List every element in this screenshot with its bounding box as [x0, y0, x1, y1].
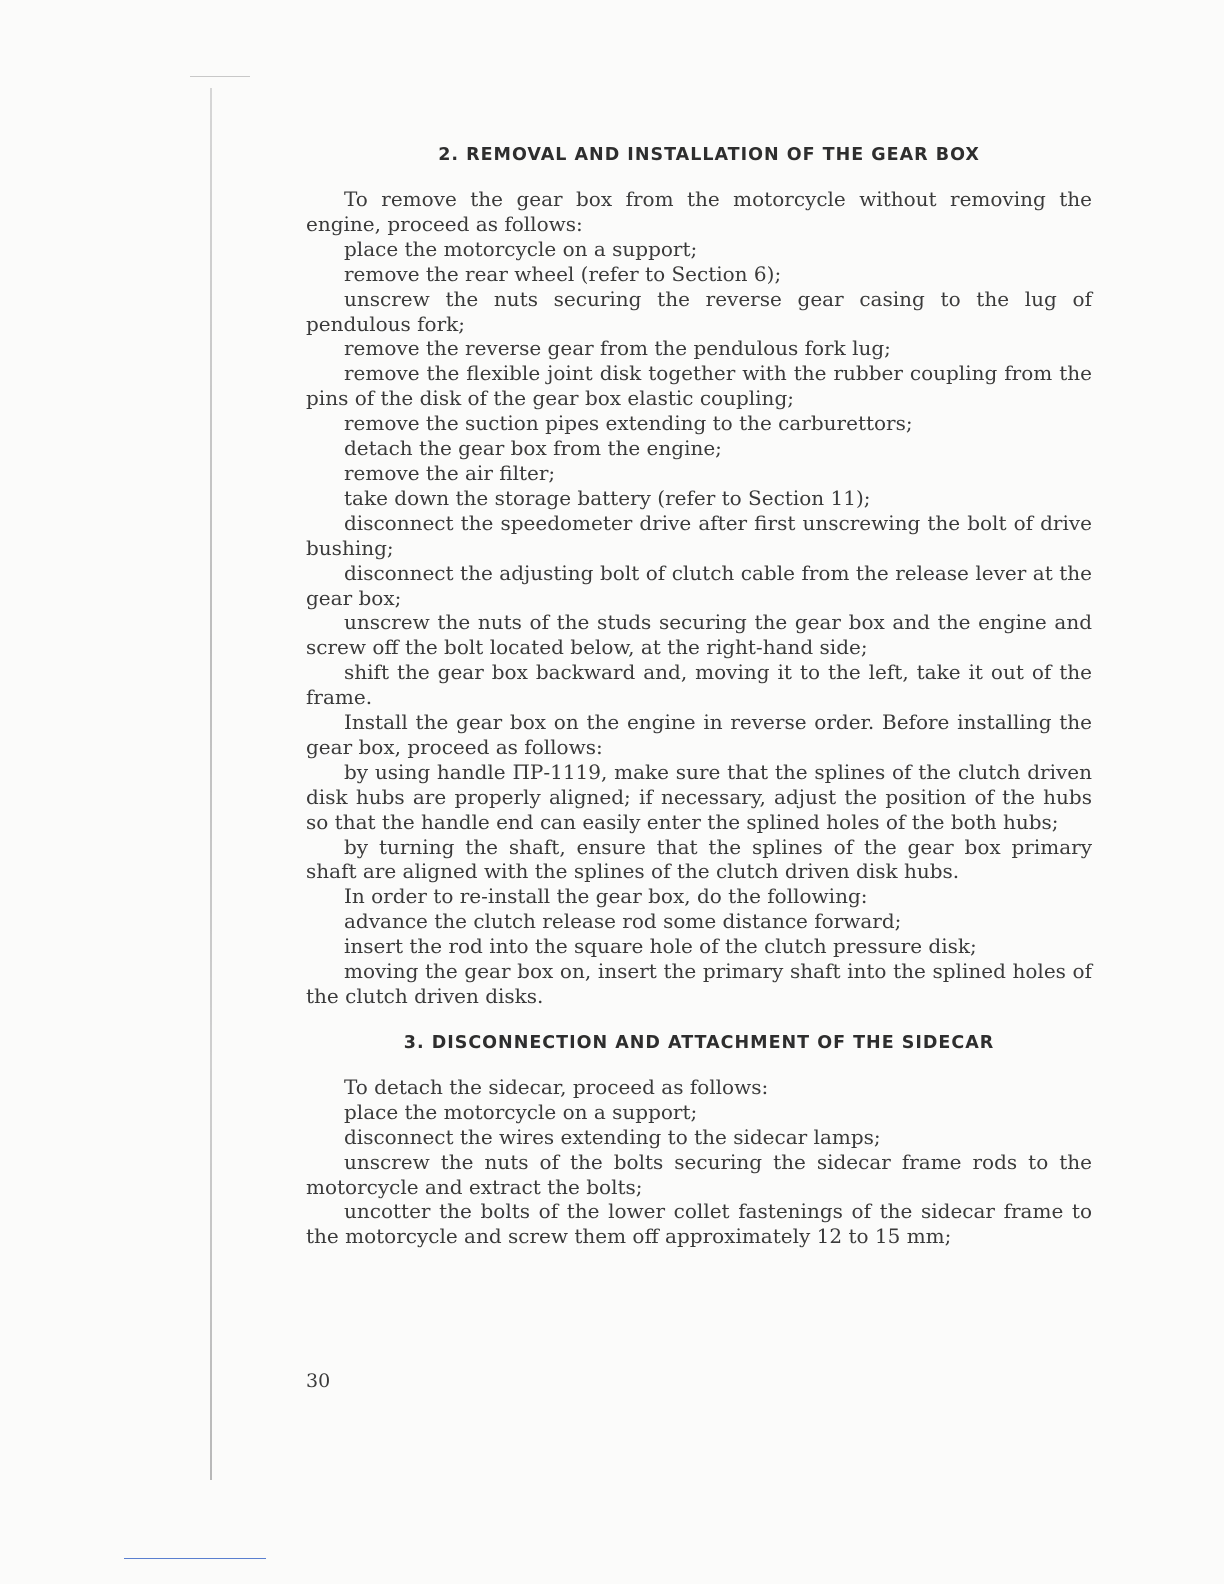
section-body-gear-box — [306, 187, 1092, 1009]
paragraph: shift the gear box backward and, moving it to the left, take it out of the frame. — [306, 660, 1092, 710]
paragraph: moving the gear box on, insert the primary shaft into the splined holes of the clutch driven disks. — [306, 959, 1092, 1008]
paragraph: by turning the shaft, ensure that the splines of the gear box primary shaft are aligned with the splines of the clutch driven disk hubs. — [306, 834, 1092, 884]
page-content — [306, 145, 1092, 1249]
paragraph: Install the gear box on the engine in reverse order. Before installing the gear box, proceed as follows: — [306, 710, 1092, 759]
footnote-rule — [124, 1558, 266, 1559]
paragraph: disconnect the wires extending to the sidecar lamps; — [344, 1124, 881, 1149]
paragraph: remove the suction pipes extending to the carburettors; — [344, 411, 913, 436]
paragraph: by using handle ПР-1119, make sure that the splines of the clutch driven disk hubs are properly aligned; if necessary, adjust the position of the hubs so that the handle end can easily enter the splined holes of the both hubs; — [306, 759, 1092, 834]
paragraph: advance the clutch release rod some distance forward; — [344, 909, 902, 934]
paragraph: unscrew the nuts of the bolts securing the sidecar frame rods to the motorcycle and extract the bolts; — [306, 1149, 1092, 1199]
paragraph: place the motorcycle on a support; — [344, 1099, 698, 1124]
paragraph: In order to re-install the gear box, do the following: — [344, 884, 868, 909]
paragraph: insert the rod into the square hole of the clutch pressure disk; — [344, 934, 977, 959]
paragraph: unscrew the nuts of the studs securing the gear box and the engine and screw off the bolt located below, at the right-hand side; — [306, 610, 1092, 660]
paragraph: disconnect the speedometer drive after first unscrewing the bolt of drive bushing; — [306, 510, 1092, 560]
page-number: 30 — [306, 1370, 331, 1392]
paragraph: unscrew the nuts securing the reverse gear casing to the lug of pendulous fork; — [306, 286, 1092, 336]
paragraph: take down the storage battery (refer to Section 11); — [344, 485, 871, 510]
paragraph: remove the flexible joint disk together with the rubber coupling from the pins of the disk of the gear box elastic coupling; — [306, 361, 1092, 411]
paragraph: detach the gear box from the engine; — [344, 436, 722, 461]
paragraph: disconnect the adjusting bolt of clutch cable from the release lever at the gear box; — [306, 560, 1092, 610]
paragraph: remove the reverse gear from the pendulous fork lug; — [344, 336, 891, 361]
paragraph: place the motorcycle on a support; — [344, 236, 698, 261]
section-body-sidecar — [306, 1075, 1092, 1249]
paragraph: remove the air filter; — [344, 460, 556, 485]
scan-edge-top — [190, 76, 250, 77]
paragraph: remove the rear wheel (refer to Section 6); — [344, 261, 782, 286]
paragraph: uncotter the bolts of the lower collet fastenings of the sidecar frame to the motorcycle and screw them off approximately 12 to 15 mm; — [306, 1199, 1092, 1249]
section-heading-sidecar: 3. DISCONNECTION AND ATTACHMENT OF THE SIDECAR — [403, 1032, 995, 1053]
paragraph: To detach the sidecar, proceed as follows: — [344, 1074, 769, 1099]
section-heading-gear-box: 2. REMOVAL AND INSTALLATION OF THE GEAR BOX — [438, 145, 980, 165]
paragraph: To remove the gear box from the motorcycle without removing the engine, proceed as follows: — [306, 187, 1092, 236]
scan-binding-edge — [210, 88, 212, 1480]
